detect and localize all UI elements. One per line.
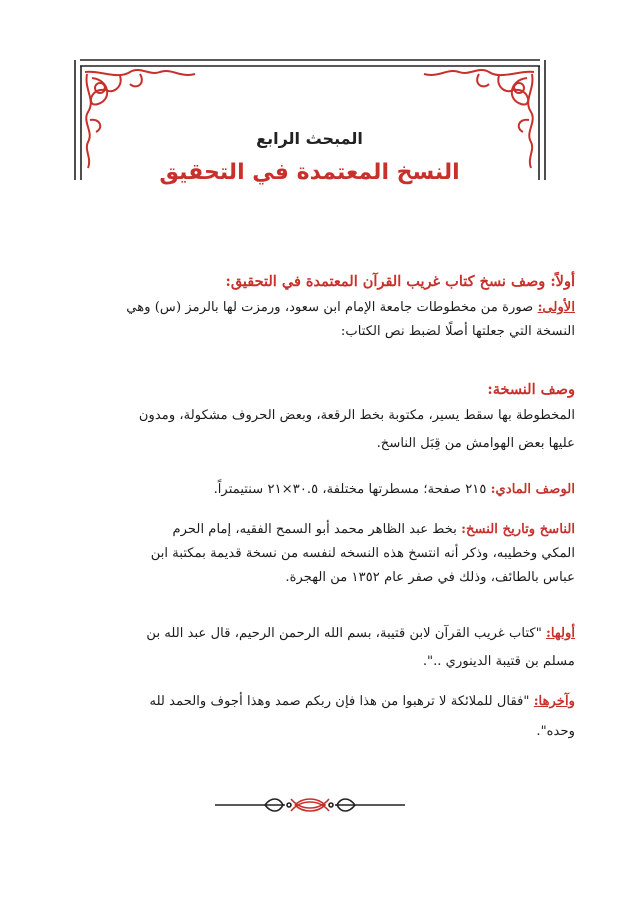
section-label: المبحث الرابع xyxy=(256,129,363,148)
paragraph-first-copy xyxy=(35,296,575,344)
paragraph-copyist xyxy=(35,518,575,590)
copyist-line-2: المكي وخطيبه، وذكر أنه انتسخ هذه النسخه لنفسه من نسخة قديمة بمكتبة ابن xyxy=(150,546,575,561)
first-copy-line-1: صورة من مخطوطات جامعة الإمام ابن سعود، ورمزت لها بالرمز (س) وهي xyxy=(126,300,534,315)
copyist-line-1: بخط عبد الظاهر محمد أبو السمح الفقيه، إمام الحرم xyxy=(172,522,457,537)
paragraph-physical-description xyxy=(35,478,575,502)
explicit-label: وآخرها: xyxy=(533,694,575,709)
left-corner-ornament xyxy=(85,70,195,168)
physical-description-label: الوصف المادي: xyxy=(490,482,575,497)
incipit-label: أولها: xyxy=(545,626,575,641)
physical-description-text: ٢١٥ صفحة؛ مسطرتها مختلفة، ٣٠.٥×٢١ سنتيمتراً. xyxy=(213,482,487,497)
right-corner-ornament xyxy=(424,70,534,168)
copy-description-line-1: المخطوطة بها سقط يسير، مكتوبة بخط الرقعة، وبعض الحروف مشكولة، ومدون xyxy=(138,408,575,423)
copies-heading: أولاً: وصف نسخ كتاب غريب القرآن المعتمدة في التحقيق: xyxy=(225,273,575,290)
first-copy-label: الأولى: xyxy=(537,300,575,315)
paragraph-copies-heading xyxy=(35,270,575,294)
incipit-line-2: مسلم بن قتيبة الدينوري ..". xyxy=(422,654,575,669)
copyist-label: الناسخ وتاريخ النسخ: xyxy=(461,522,575,537)
section-title: النسخ المعتمدة في التحقيق xyxy=(159,160,460,185)
copy-description-heading: وصف النسخة: xyxy=(487,381,575,398)
copy-description-line-2: عليها بعض الهوامش من قِبَل الناسخ. xyxy=(376,436,575,451)
copyist-line-3: عباس بالطائف، وذلك في صفر عام ١٣٥٢ من الهجرة. xyxy=(285,570,575,585)
explicit-line-1: "فقال للملائكة لا ترهبوا من هذا فإن ربكم صمد وهذا أجوف والحمد لله xyxy=(149,694,530,709)
explicit-line-2: وحده". xyxy=(536,724,575,739)
first-copy-line-2: النسخة التي جعلتها أصلًا لضبط نص الكتاب: xyxy=(340,324,575,339)
paragraph-explicit xyxy=(35,690,575,744)
paragraph-incipit xyxy=(35,622,575,674)
incipit-line-1: "كتاب غريب القرآن لابن قتيبة، بسم الله الرحمن الرحيم، قال عبد الله بن xyxy=(146,626,542,641)
paragraph-copy-description xyxy=(35,378,575,456)
bottom-ornament xyxy=(205,793,415,817)
